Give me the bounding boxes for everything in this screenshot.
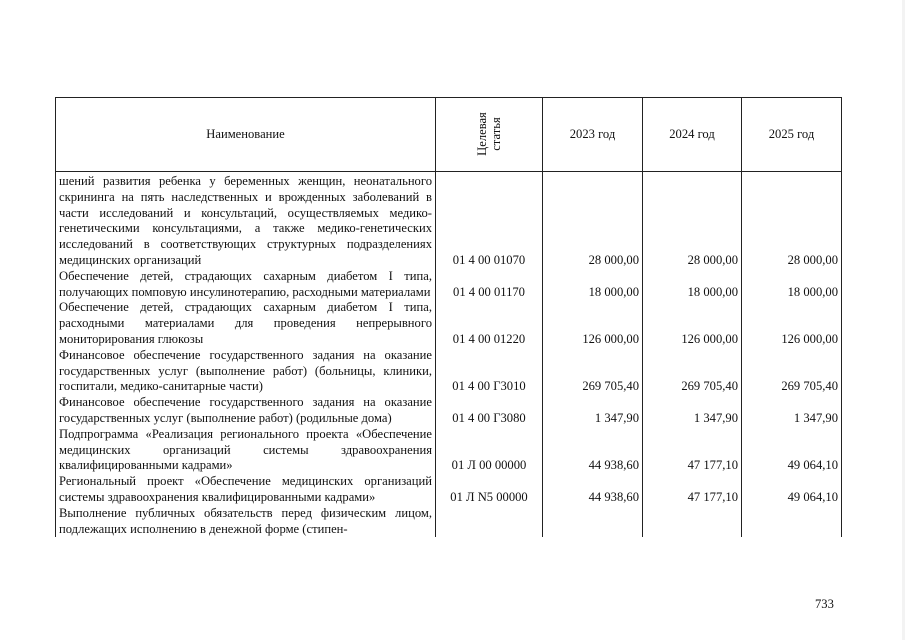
row-2025: 28 000,00 <box>742 172 842 269</box>
row-code: 01 4 00 01170 <box>436 269 543 301</box>
table-row <box>56 172 842 269</box>
row-name: Обеспечение детей, страдающих сахарным диабетом I типа, расходными материалами для проведения непрерывного мониторирования глюкозы <box>56 300 436 347</box>
table-row <box>56 269 842 301</box>
row-name: Региональный проект «Обеспечение медицинских организаций системы здравоохранения квалифицированными кадрами» <box>56 474 436 506</box>
header-target-article <box>436 98 543 172</box>
row-2023: 18 000,00 <box>543 269 643 301</box>
page-number: 733 <box>815 597 834 611</box>
row-2023: 269 705,40 <box>543 348 643 395</box>
row-code: 01 4 00 01220 <box>436 300 543 347</box>
row-2024: 126 000,00 <box>643 300 742 347</box>
header-name: Наименование <box>56 98 436 172</box>
row-2024: 28 000,00 <box>643 172 742 269</box>
row-name: шений развития ребенка у беременных женщин, неонатального скрининга на пять наследственных и врожденных заболеваний в части исследований и консультаций, осуществляемых медико-генетическими консультациями, а также медико-генетических исследований в соответствующих структурных подразделениях медицинских организаций <box>56 172 436 269</box>
header-year-2023: 2023 год <box>543 98 643 172</box>
row-2023: 1 347,90 <box>543 395 643 427</box>
row-code: 01 4 00 01070 <box>436 172 543 269</box>
row-2023: 44 938,60 <box>543 474 643 506</box>
row-2023: 44 938,60 <box>543 427 643 474</box>
row-2024: 269 705,40 <box>643 348 742 395</box>
row-code: 01 Л N5 00000 <box>436 474 543 506</box>
row-code: 01 Л 00 00000 <box>436 427 543 474</box>
table-row <box>56 427 842 474</box>
row-2023: 126 000,00 <box>543 300 643 347</box>
row-2025: 1 347,90 <box>742 395 842 427</box>
row-name: Подпрограмма «Реализация регионального проекта «Обеспечение медицинских организаций системы здравоохранения квалифицированными кадрами» <box>56 427 436 474</box>
row-2023 <box>543 506 643 538</box>
header-code-line1: Целевая <box>474 111 489 156</box>
row-2025: 126 000,00 <box>742 300 842 347</box>
row-name: Выполнение публичных обязательств перед физическим лицом, подлежащих исполнению в денежной форме (стипен- <box>56 506 436 538</box>
row-code <box>436 506 543 538</box>
row-2024: 18 000,00 <box>643 269 742 301</box>
table-row <box>56 474 842 506</box>
row-2025: 18 000,00 <box>742 269 842 301</box>
budget-table <box>55 97 842 537</box>
row-name: Финансовое обеспечение государственного задания на оказание государственных услуг (выполнение работ) (больницы, клиники, госпитали, медико-санитарные части) <box>56 348 436 395</box>
header-code-line2: статья <box>488 116 503 151</box>
row-2025 <box>742 506 842 538</box>
row-2025: 269 705,40 <box>742 348 842 395</box>
row-2024: 47 177,10 <box>643 427 742 474</box>
row-2023: 28 000,00 <box>543 172 643 269</box>
row-code: 01 4 00 Г3010 <box>436 348 543 395</box>
header-year-2024: 2024 год <box>643 98 742 172</box>
row-2024: 1 347,90 <box>643 395 742 427</box>
table-header-row <box>56 98 842 172</box>
row-2025: 49 064,10 <box>742 427 842 474</box>
row-name: Финансовое обеспечение государственного задания на оказание государственных услуг (выполнение работ) (родильные дома) <box>56 395 436 427</box>
header-year-2025: 2025 год <box>742 98 842 172</box>
table-row <box>56 300 842 347</box>
table-row <box>56 506 842 538</box>
row-2024 <box>643 506 742 538</box>
row-2024: 47 177,10 <box>643 474 742 506</box>
row-name: Обеспечение детей, страдающих сахарным диабетом I типа, получающих помповую инсулинотерапию, расходными материалами <box>56 269 436 301</box>
table-row <box>56 395 842 427</box>
row-2025: 49 064,10 <box>742 474 842 506</box>
table-row <box>56 348 842 395</box>
row-code: 01 4 00 Г3080 <box>436 395 543 427</box>
